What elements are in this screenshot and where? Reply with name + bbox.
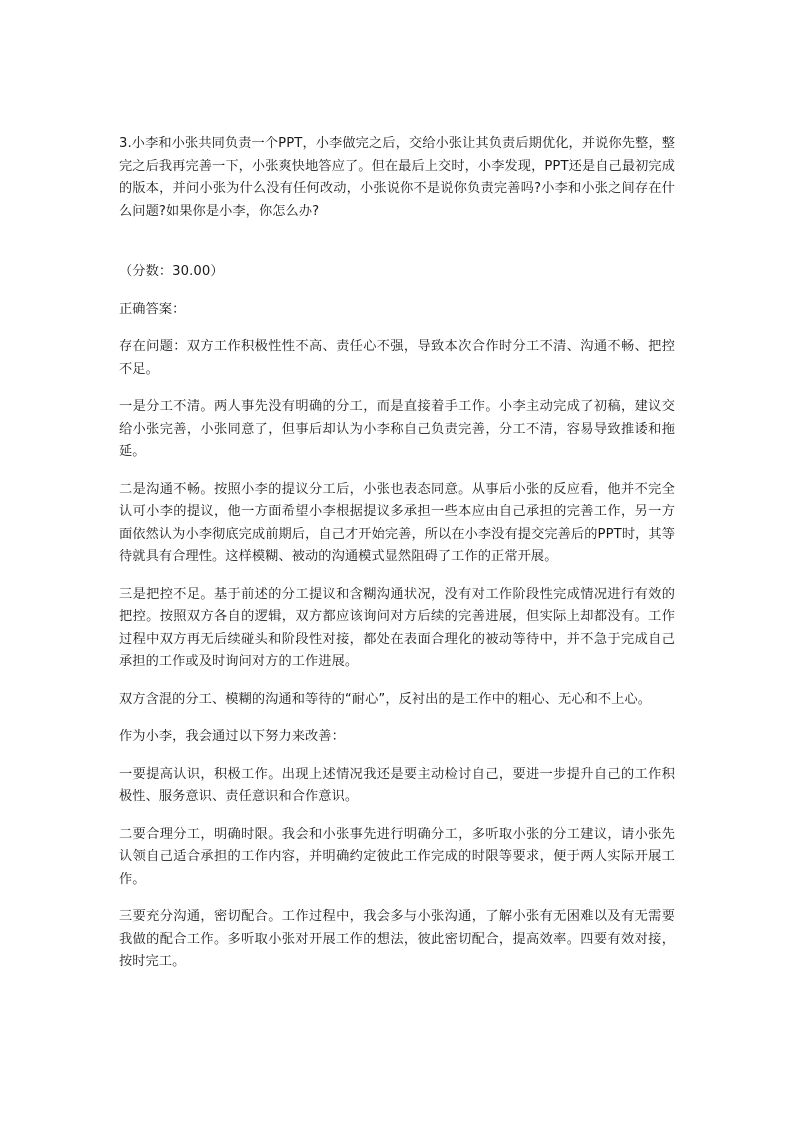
answer-paragraph-summary: 双方含混的分工、模糊的沟通和等待的“耐心”，反衬出的是工作中的粗心、无心和不上心。: [119, 691, 652, 707]
answer-paragraph-unclear-division: 一是分工不清。两人事先没有明确的分工，而是直接着手工作。小李主动完成了初稿，建议交给小张完善，小张同意了，但事后却认为小李称自己负责完善，分工不清，容易导致推诿和拖延。: [119, 399, 675, 459]
score-text: （分数：30.00）: [119, 264, 224, 279]
answer-paragraph-insufficient-control: 三是把控不足。基于前述的分工提议和含糊沟通状况，没有对工作阶段性完成情况进行有效的把控。按照双方各自的逻辑，双方都应该询问对方后续的完善进展，但实际上却都没有。工作过程中双方再无后续碰头和阶段性对接，都处在表面合理化的被动等待中，并不急于完成自己承担的工作或及时询问对方的工作进展。: [119, 586, 675, 669]
document-page: [119, 133, 675, 989]
question-text: 3.小李和小张共同负责一个PPT，小李做完之后，交给小张让其负责后期优化，并说你先整，整完之后我再完善一下，小张爽快地答应了。但在最后上交时，小李发现，PPT还是自己最初完成的版本，并问小张为什么没有任何改动，小张说你不是说你负责完善吗?小李和小张之间存在什么问题?如果你是小李，你怎么办?: [119, 136, 675, 219]
answer-paragraph-poor-communication: 二是沟通不畅。按照小李的提议分工后，小张也表态同意。从事后小张的反应看，他并不完全认可小李的提议，他一方面希望小李根据提议多承担一些本应由自己承担的完善工作，另一方面依然认为小李彻底完成前期后，自己才开始完善，所以在小李没有提交完善后的PPT时，其等待就具有合理性。这样模糊、被动的沟通模式显然阻碍了工作的正常开展。: [119, 481, 675, 564]
answer-paragraph-intro-improvement: 作为小李，我会通过以下努力来改善：: [119, 729, 345, 744]
answer-label: 正确答案：: [119, 301, 186, 317]
answer-paragraph-improvement-1: 一要提高认识，积极工作。出现上述情况我还是要主动检讨自己，要进一步提升自己的工作积极性、服务意识、责任意识和合作意识。: [119, 766, 675, 804]
answer-paragraph-improvement-2: 二要合理分工，明确时限。我会和小张事先进行明确分工，多听取小张的分工建议，请小张先认领自己适合承担的工作内容，并明确约定彼此工作完成的时限等要求，便于两人实际开展工作。: [119, 826, 675, 887]
answer-paragraph-improvement-3: 三要充分沟通，密切配合。工作过程中，我会多与小张沟通，了解小张有无困难以及有无需要我做的配合工作。多听取小张对开展工作的想法，彼此密切配合，提高效率。四要有效对接，按时完工。: [119, 909, 675, 969]
answer-paragraph-problem: 存在问题：双方工作积极性性不高、责任心不强，导致本次合作时分工不清、沟通不畅、把控不足。: [119, 339, 675, 377]
